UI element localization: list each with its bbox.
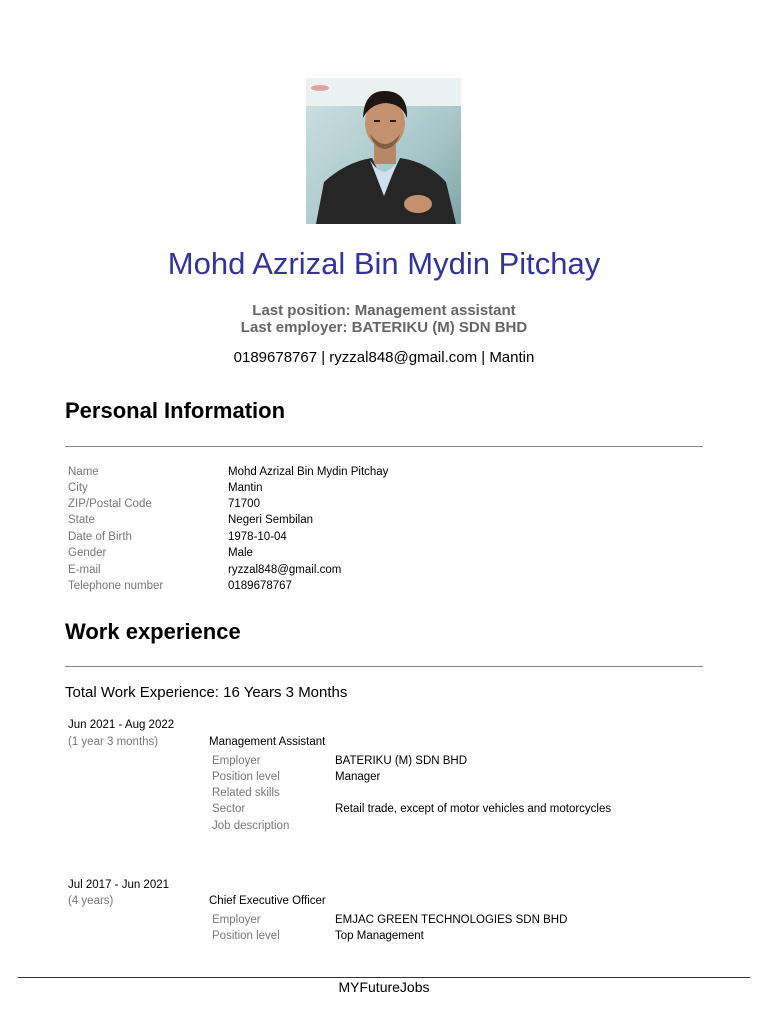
field-label: Date of Birth [68,531,132,543]
job-duration: (4 years) [68,895,114,907]
footer-brand: MYFutureJobs [338,979,430,995]
field-value: Negeri Sembilan [228,514,314,526]
job-title: Management Assistant [209,736,326,748]
personal-info-heading: Personal Information [65,398,286,423]
field-label: ZIP/Postal Code [68,498,152,510]
last-employer: Last employer: BATERIKU (M) SDN BHD [240,319,528,336]
job-detail-value: Manager [335,771,381,783]
work-experience-heading: Work experience [65,619,241,644]
field-value: ryzzal848@gmail.com [228,564,342,576]
field-value: 1978-10-04 [228,531,287,543]
field-label: E-mail [68,564,101,576]
job-detail-label: Position level [212,771,280,783]
job-detail-label: Employer [212,755,261,767]
job-detail-label: Related skills [212,787,280,799]
section-divider [65,446,703,447]
job-dates: Jul 2017 - Jun 2021 [68,879,170,891]
footer-divider [18,977,750,978]
profile-photo [306,78,461,224]
field-value: 71700 [228,498,260,510]
field-value: 0189678767 [228,580,292,592]
field-label: State [68,514,95,526]
field-label: City [68,482,88,494]
field-label: Gender [68,547,107,559]
job-title: Chief Executive Officer [209,895,326,907]
total-work-experience: Total Work Experience: 16 Years 3 Months [65,684,348,701]
job-detail-label: Position level [212,930,280,942]
job-detail-value: Top Management [335,930,424,942]
job-detail-label: Sector [212,803,246,815]
contact-line: 0189678767 | ryzzal848@gmail.com | Mantin [233,349,535,366]
field-value: Mohd Azrizal Bin Mydin Pitchay [228,466,389,478]
field-value: Mantin [228,482,263,494]
field-value: Male [228,547,253,559]
candidate-name: Mohd Azrizal Bin Mydin Pitchay [167,246,601,281]
job-detail-value: EMJAC GREEN TECHNOLOGIES SDN BHD [335,914,568,926]
last-position: Last position: Management assistant [252,302,516,319]
job-dates: Jun 2021 - Aug 2022 [68,719,175,731]
field-label: Name [68,466,99,478]
job-detail-value: Retail trade, except of motor vehicles and motorcycles [335,803,612,815]
job-detail-label: Employer [212,914,261,926]
job-detail-label: Job description [212,820,290,832]
field-label: Telephone number [68,580,164,592]
section-divider [65,666,703,667]
job-detail-value: BATERIKU (M) SDN BHD [335,755,468,767]
job-duration: (1 year 3 months) [68,736,159,748]
